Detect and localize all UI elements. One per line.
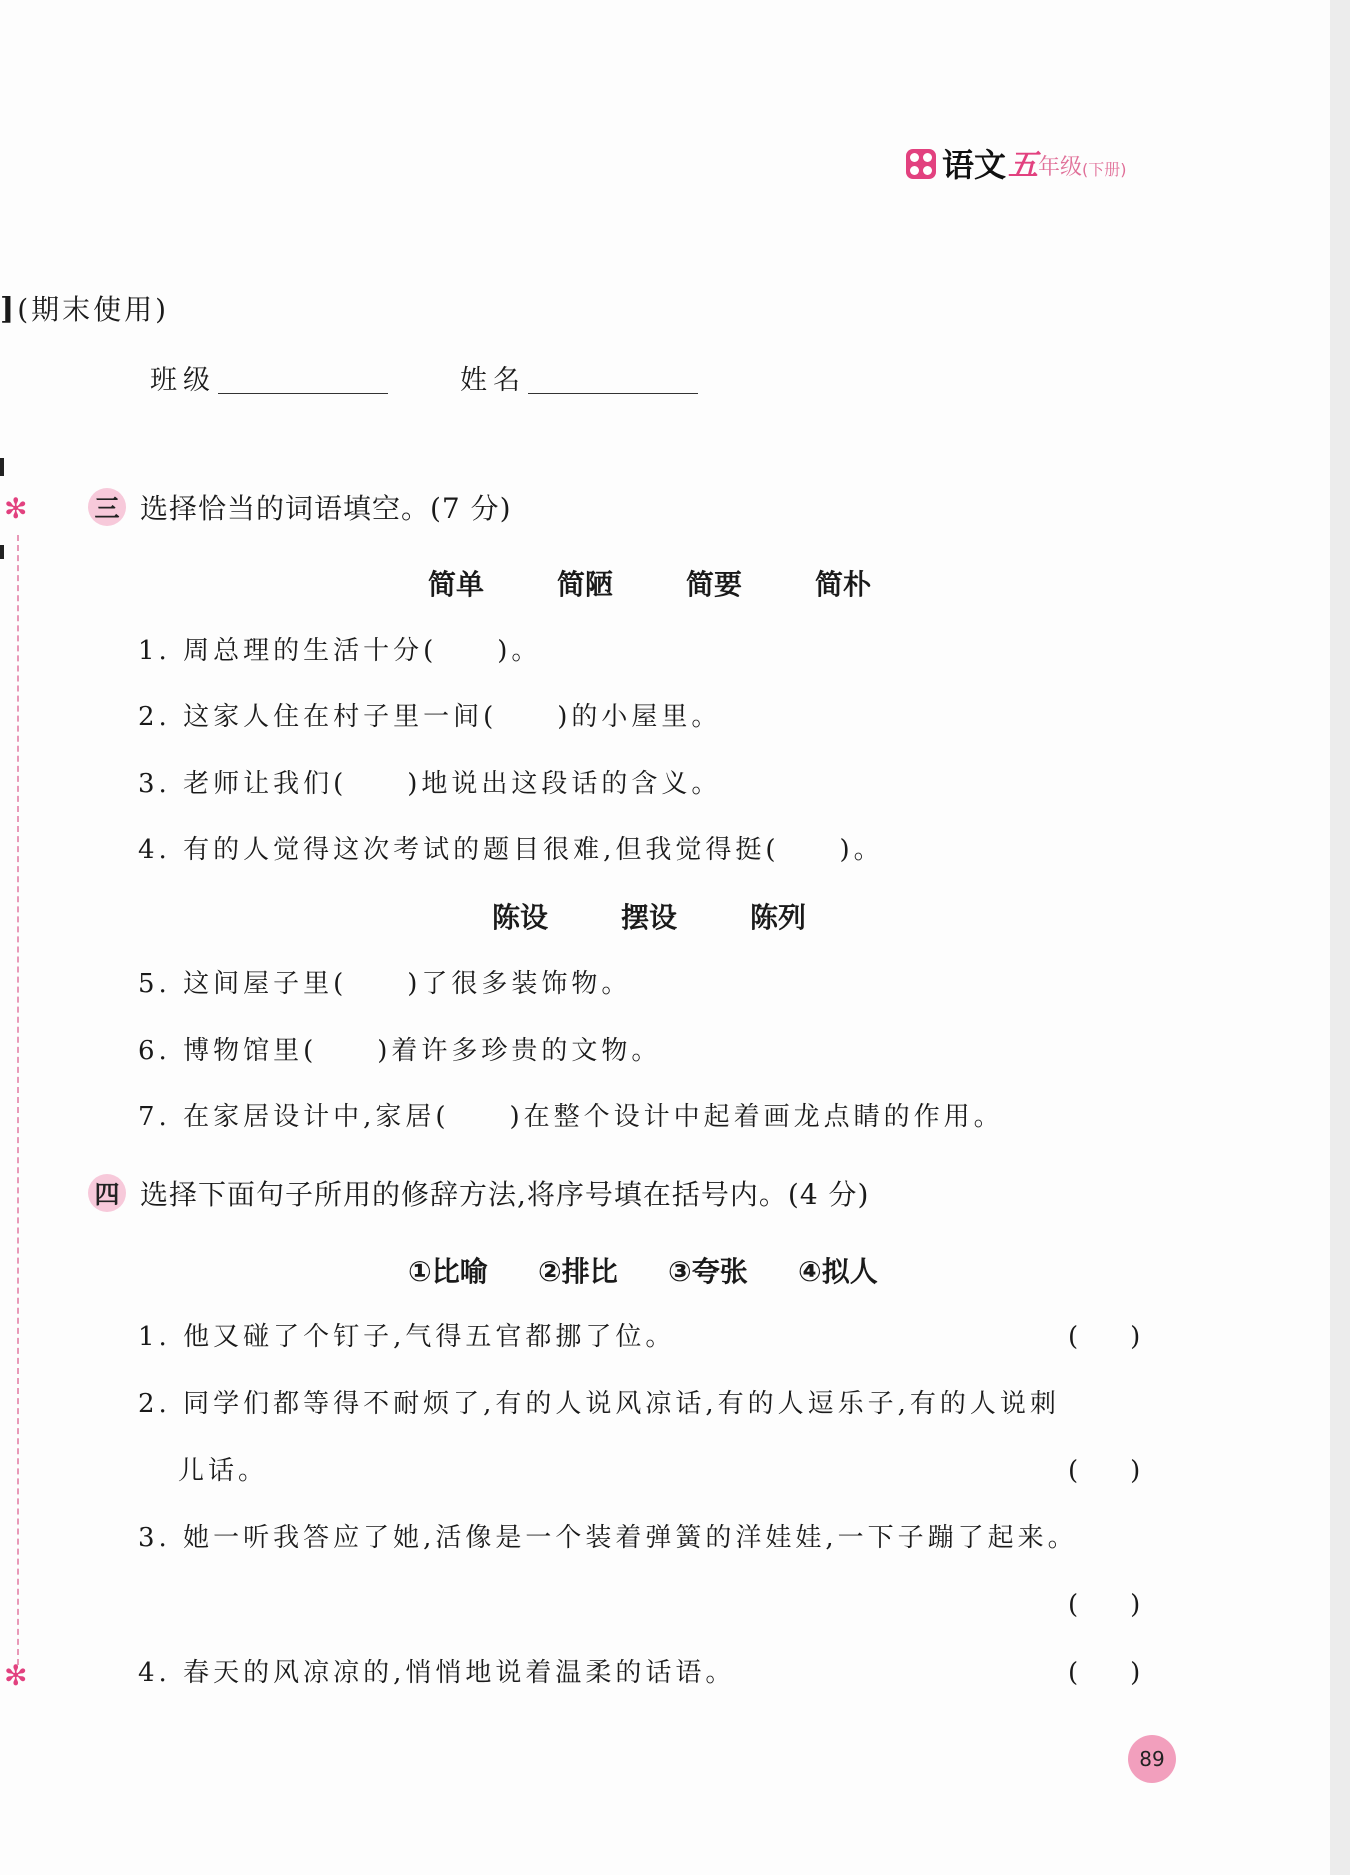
brand-volume: (下册) [1082, 160, 1127, 179]
answer-blank-4-2[interactable]: ( ) [1068, 1456, 1141, 1486]
class-field[interactable] [218, 393, 388, 394]
word-bank-a [428, 563, 871, 603]
brand-subject: 语文 [942, 146, 1007, 184]
question-3-5: 5. 这间屋子里( )了很多装饰物。 [138, 969, 632, 999]
answer-blank-4-3[interactable]: ( ) [1068, 1590, 1141, 1620]
star-icon-bottom: ✻ [4, 1659, 28, 1692]
name-field[interactable] [528, 393, 698, 394]
word-bank-item: 简单 [428, 568, 485, 601]
question-4-3: 3. 她一听我答应了她,活像是一个装着弹簧的洋娃娃,一下子蹦了起来。 [138, 1523, 1078, 1553]
test-title [0, 288, 169, 328]
page-edge-shadow [1330, 0, 1350, 1875]
section-4-badge: 四 [88, 1174, 126, 1212]
option-item: ②排比 [538, 1255, 618, 1288]
section-4-title: 选择下面句子所用的修辞方法,将序号填在括号内。(4 分) [140, 1178, 870, 1211]
section-4-heading [88, 1173, 869, 1213]
option-item: ①比喻 [408, 1255, 488, 1288]
word-bank-item: 简陋 [557, 568, 614, 601]
question-4-1: 1. 他又碰了个钉子,气得五官都挪了位。 [138, 1322, 676, 1352]
question-3-3: 3. 老师让我们( )地说出这段话的含义。 [138, 769, 722, 799]
margin-dashed-line [17, 535, 19, 1665]
question-4-2-line-2: 儿话。 [178, 1456, 269, 1486]
answer-blank-4-1[interactable]: ( ) [1068, 1322, 1141, 1352]
word-bank-item: 陈设 [492, 901, 549, 934]
star-icon-top: ✻ [4, 492, 28, 525]
answer-blank-4-4[interactable]: ( ) [1068, 1658, 1141, 1688]
word-bank-item: 摆设 [621, 901, 678, 934]
name-label: 姓名 [460, 365, 526, 396]
class-label: 班级 [150, 365, 216, 396]
binding-mark-middle [0, 545, 4, 559]
section-3-badge: 三 [88, 488, 126, 526]
word-bank-b [492, 896, 806, 936]
question-3-6: 6. 博物馆里( )着许多珍贵的文物。 [138, 1036, 662, 1066]
option-item: ④拟人 [798, 1255, 878, 1288]
question-3-1: 1. 周总理的生活十分( )。 [138, 636, 542, 666]
question-3-2: 2. 这家人住在村子里一间( )的小屋里。 [138, 702, 722, 732]
brand-grade: 年级 [1038, 155, 1083, 180]
option-item: ③夸张 [668, 1255, 748, 1288]
section-3-title: 选择恰当的词语填空。(7 分) [140, 492, 512, 525]
test-title-text: (期末使用) [17, 293, 170, 326]
word-bank-item: 简朴 [815, 568, 872, 601]
page-number: 89 [1128, 1735, 1176, 1783]
question-3-4: 4. 有的人觉得这次考试的题目很难,但我觉得挺( )。 [138, 835, 884, 865]
book-brand [906, 145, 1127, 185]
word-bank-item: 陈列 [750, 901, 807, 934]
question-3-7: 7. 在家居设计中,家居( )在整个设计中起着画龙点睛的作用。 [138, 1102, 1004, 1132]
test-title-edge: ] [0, 292, 18, 327]
question-4-4: 4. 春天的风凉凉的,悄悄地说着温柔的话语。 [138, 1658, 736, 1688]
dice-logo-icon [906, 149, 936, 179]
question-4-2-line-1: 2. 同学们都等得不耐烦了,有的人说风凉话,有的人逗乐子,有的人说刺 [138, 1389, 1060, 1419]
section-3-heading [88, 487, 512, 527]
rhetoric-options [408, 1250, 878, 1290]
binding-mark-top [0, 458, 4, 476]
word-bank-item: 简要 [686, 568, 743, 601]
brand-grade-number: 五 [1008, 148, 1039, 183]
